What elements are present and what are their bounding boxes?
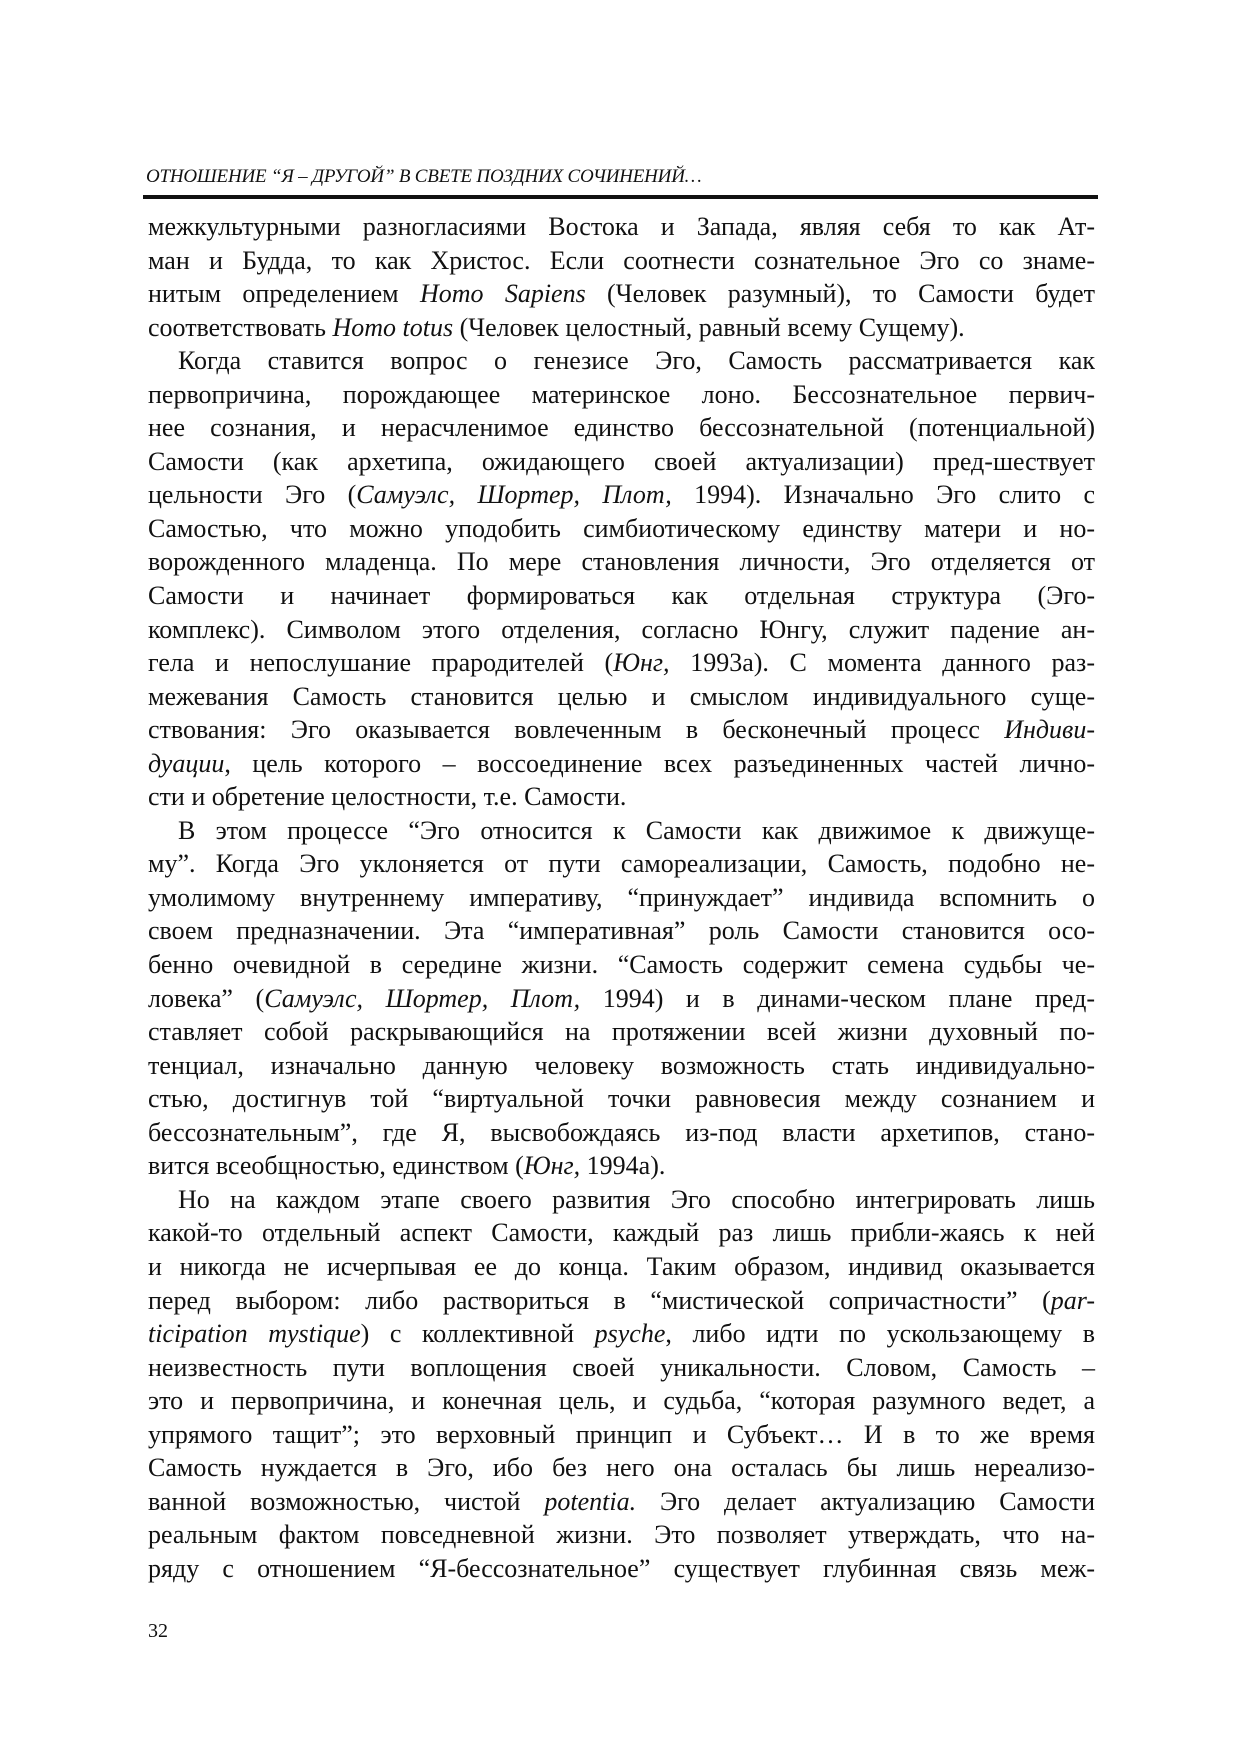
text-line: [148, 1183, 1095, 1217]
text-line: [148, 1485, 1095, 1519]
text-line: [148, 1552, 1095, 1586]
text-segment: ман и Будда, то как Христос. Если соотнести сознательное Эго со знаме-: [148, 245, 1095, 275]
text-segment: тенциал, изначально данную человеку возможность стать индивидуально-: [148, 1050, 1095, 1080]
text-segment: 1994). Изначально Эго слито с: [671, 480, 1095, 510]
text-segment: ванной возможностью, чистой: [148, 1486, 545, 1516]
text-segment: Самостью, что можно уподобить симбиотическому единству матери и но-: [148, 513, 1095, 543]
text-segment: ряду с отношением “Я-бессознательное” существует глубинная связь меж-: [148, 1553, 1095, 1583]
text-segment: сти и обретение целостности, т.е. Самости.: [148, 782, 627, 812]
text-segment: ствования: Эго оказывается вовлеченным в бесконечный процесс: [148, 715, 1005, 745]
text-segment: ставляет собой раскрывающийся на протяжении всей жизни духовный по-: [148, 1017, 1095, 1047]
text-segment: 1994а).: [580, 1151, 666, 1181]
italic-text: Юнг,: [523, 1151, 581, 1181]
text-segment: комплекс). Символом этого отделения, согласно Юнгу, служит падение ан-: [148, 614, 1095, 644]
text-segment: Самости (как архетипа, ожидающего своей актуализации) пред-шествует: [148, 446, 1095, 476]
italic-text: дуации: [148, 748, 225, 778]
text-line: [148, 545, 1095, 579]
italic-text: par-: [1050, 1285, 1095, 1315]
text-line: [148, 1149, 1095, 1183]
text-segment: бессознательным”, где Я, высвобождаясь из-под власти архетипов, стано-: [148, 1117, 1095, 1147]
text-segment: межкультурными разногласиями Востока и Запада, являя себя то как Ат-: [148, 212, 1095, 241]
text-segment: , либо идти по ускользающему в: [665, 1319, 1095, 1349]
text-line: [148, 1451, 1095, 1485]
text-line: [148, 1216, 1095, 1250]
text-segment: (Человек разумный), то Самости будет: [585, 279, 1096, 309]
text-segment: (Человек целостный, равный всему Сущему).: [453, 312, 965, 342]
text-segment: нее сознания, и нерасчленимое единство бессознательной (потенциальной): [148, 413, 1095, 443]
text-line: [148, 311, 1095, 345]
text-line: [148, 579, 1095, 613]
text-line: [148, 1082, 1095, 1116]
italic-text: psyche: [594, 1319, 666, 1349]
text-segment: цельности Эго (: [148, 480, 357, 510]
text-line: [148, 948, 1095, 982]
text-segment: Эго делает актуализацию Самости: [636, 1486, 1096, 1516]
paragraph: [148, 814, 1095, 1183]
text-segment: какой-то отдельный аспект Самости, каждый раз лишь прибли-жаясь к ней: [148, 1218, 1095, 1248]
text-segment: первопричина, порождающее материнское лоно. Бессознательное первич-: [148, 379, 1095, 409]
text-segment: вится всеобщностью, единством (: [148, 1151, 524, 1181]
text-segment: это и первопричина, и конечная цель, и судьба, “которая разумного ведет, а: [148, 1386, 1095, 1416]
text-line: [148, 982, 1095, 1016]
text-line: [148, 378, 1095, 412]
text-segment: перед выбором: либо раствориться в “мистической сопричастности” (: [148, 1285, 1051, 1315]
text-line: [148, 914, 1095, 948]
text-segment: Самости и начинает формироваться как отдельная структура (Эго-: [148, 581, 1095, 611]
text-segment: ворожденного младенца. По мере становления личности, Эго отделяется от: [148, 547, 1095, 577]
text-segment: Но на каждом этапе своего развития Эго способно интегрировать лишь: [178, 1184, 1095, 1214]
italic-text: Юнг,: [613, 648, 670, 678]
text-line: [148, 445, 1095, 479]
text-segment: В этом процессе “Эго относится к Самости как движимое к движуще-: [178, 815, 1095, 845]
text-segment: соответствовать: [148, 312, 333, 342]
text-line: [148, 344, 1095, 378]
text-segment: реальным фактом повседневной жизни. Это позволяет утверждать, что на-: [148, 1520, 1095, 1550]
italic-text: ticipation mystique: [148, 1319, 361, 1349]
text-line: [148, 512, 1095, 546]
text-segment: межевания Самость становится целью и смыслом индивидуального суще-: [148, 681, 1095, 711]
text-line: [148, 1049, 1095, 1083]
text-line: [148, 1518, 1095, 1552]
text-segment: Когда ставится вопрос о генезисе Эго, Самость рассматривается как: [178, 346, 1095, 376]
italic-text: Индиви-: [1004, 715, 1095, 745]
text-segment: Самость нуждается в Эго, ибо без него она осталась бы лишь нереализо-: [148, 1453, 1095, 1483]
paragraph: [148, 344, 1095, 814]
italic-text: Самуэлс, Шортер, Плот,: [356, 480, 672, 510]
text-line: [148, 646, 1095, 680]
text-line: [148, 680, 1095, 714]
text-segment: ) с коллективной: [360, 1319, 595, 1349]
text-segment: , цель которого – воссоединение всех разъединенных частей лично-: [224, 748, 1095, 778]
text-segment: му”. Когда Эго уклоняется от пути самореализации, Самость, подобно не-: [148, 849, 1095, 879]
text-segment: гела и непослушание прародителей (: [148, 648, 614, 678]
italic-text: Homo Sapiens: [419, 279, 586, 309]
body-text: [148, 210, 1095, 1585]
text-segment: бенно очевидной в середине жизни. “Самость содержит семена судьбы че-: [148, 950, 1095, 980]
text-line: [148, 1116, 1095, 1150]
text-line: [148, 713, 1095, 747]
text-line: [148, 881, 1095, 915]
text-line: [148, 1015, 1095, 1049]
header-rule: [143, 195, 1098, 199]
running-head: ОТНОШЕНИЕ “Я – ДРУГОЙ” В СВЕТЕ ПОЗДНИХ СОЧИНЕНИЙ…: [146, 166, 702, 187]
text-segment: умолимому внутреннему императиву, “принуждает” индивида вспомнить о: [148, 882, 1095, 912]
text-segment: и никогда не исчерпывая ее до конца. Таким образом, индивид оказывается: [148, 1251, 1095, 1281]
text-line: [148, 1284, 1095, 1318]
text-segment: своем предназначении. Эта “императивная” роль Самости становится осо-: [148, 916, 1095, 946]
text-line: [148, 244, 1095, 278]
text-line: [148, 847, 1095, 881]
text-line: [148, 1384, 1095, 1418]
text-line: [148, 478, 1095, 512]
text-line: [148, 747, 1095, 781]
text-line: [148, 1250, 1095, 1284]
text-segment: неизвестность пути воплощения своей уникальности. Словом, Самость –: [148, 1352, 1095, 1382]
italic-text: Homo totus: [332, 312, 454, 342]
page-number: 32: [148, 1620, 168, 1642]
text-segment: нитым определением: [148, 279, 420, 309]
italic-text: Самуэлс, Шортер, Плот,: [264, 983, 581, 1013]
italic-text: potentia.: [544, 1486, 637, 1516]
text-segment: 1993а). С момента данного раз-: [669, 648, 1095, 678]
text-line: [148, 780, 1095, 814]
text-line: [148, 613, 1095, 647]
text-segment: ловека” (: [148, 983, 265, 1013]
text-segment: 1994) и в динами-ческом плане пред-: [580, 983, 1095, 1013]
text-line: [148, 1351, 1095, 1385]
text-line: [148, 814, 1095, 848]
text-segment: стью, достигнув той “виртуальной точки равновесия между сознанием и: [148, 1084, 1095, 1114]
text-line: [148, 277, 1095, 311]
paragraph: [148, 1183, 1095, 1586]
text-line: [148, 1418, 1095, 1452]
paragraph: [148, 210, 1095, 344]
text-line: [148, 1317, 1095, 1351]
text-line: [148, 210, 1095, 244]
text-line: [148, 411, 1095, 445]
text-segment: упрямого тащит”; это верховный принцип и Субъект… И в то же время: [148, 1419, 1095, 1449]
